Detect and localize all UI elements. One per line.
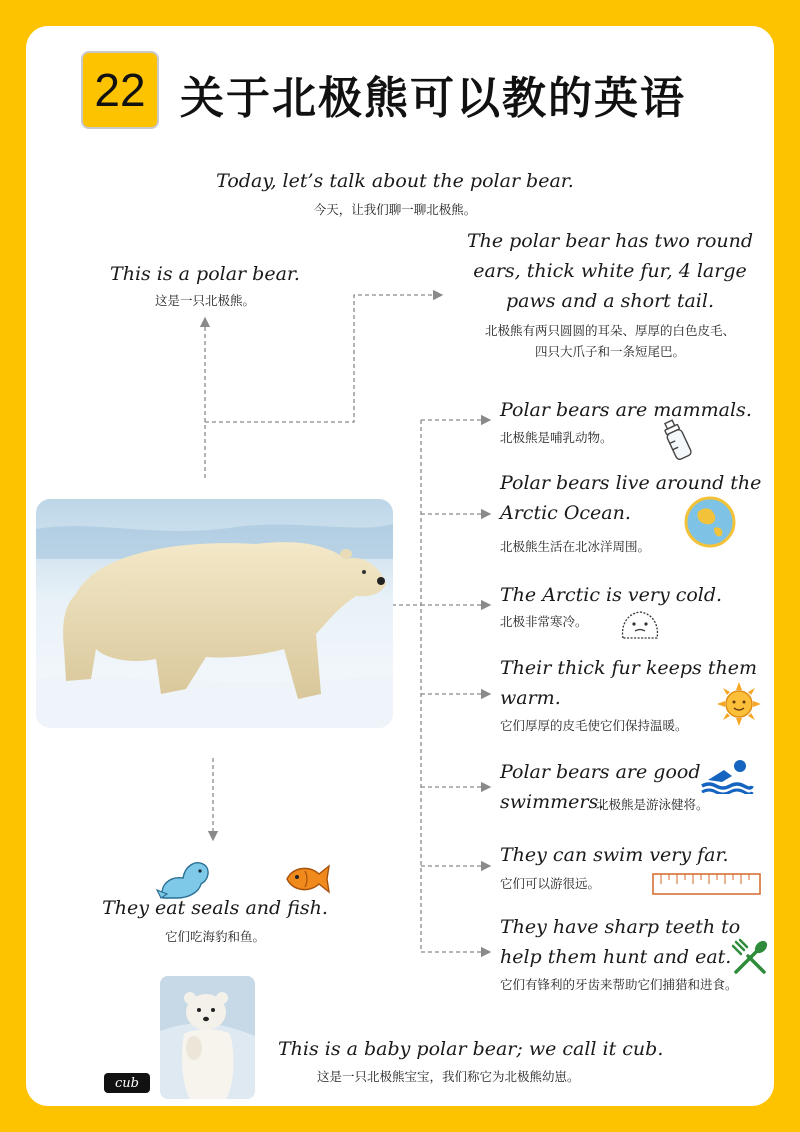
this-is-chinese: 这是一只北极熊。 bbox=[154, 293, 255, 308]
lesson-number: 22 bbox=[94, 64, 146, 116]
swimmer-icon bbox=[700, 758, 754, 794]
this-is-english: This is a polar bear. bbox=[110, 263, 300, 285]
fact-swimmers-english-line1: Polar bears are good bbox=[500, 761, 701, 783]
diet-english: They eat seals and fish. bbox=[102, 897, 328, 919]
features-english-line1: The polar bear has two round bbox=[466, 230, 754, 252]
polar-bear-photo bbox=[36, 499, 393, 728]
fact-swimmers-english-line2: swimmers. bbox=[500, 791, 605, 813]
features-english-line3: paws and a short tail. bbox=[505, 290, 715, 312]
features-chinese-line2: 四只大爪子和一条短尾巴。 bbox=[534, 344, 685, 359]
fact-swim-far-chinese: 它们可以游很远。 bbox=[500, 876, 601, 891]
polar-bear-cub-photo bbox=[160, 976, 255, 1099]
sun-icon bbox=[716, 681, 762, 727]
page-title: 关于北极熊可以教的英语 bbox=[180, 73, 686, 124]
intro-chinese: 今天，让我们聊一聊北极熊。 bbox=[313, 202, 477, 217]
diet-chinese: 它们吃海豹和鱼。 bbox=[164, 929, 265, 944]
cub-tag: cub bbox=[104, 1073, 150, 1093]
cub-chinese: 这是一只北极熊宝宝，我们称它为北极熊幼崽。 bbox=[317, 1069, 580, 1084]
fact-sharp-teeth-english-line2: help them hunt and eat. bbox=[500, 946, 732, 968]
features-chinese-line1: 北极熊有两只圆圆的耳朵、厚厚的白色皮毛、 bbox=[484, 323, 735, 338]
fact-arctic-ocean-chinese: 北极熊生活在北冰洋周围。 bbox=[500, 539, 651, 554]
fact-thick-fur-english-line2: warm. bbox=[500, 687, 561, 709]
fish-icon bbox=[283, 862, 331, 896]
fact-thick-fur-english-line1: Their thick fur keeps them bbox=[500, 657, 757, 679]
fact-arctic-ocean-english-line1: Polar bears live around the bbox=[500, 472, 762, 494]
fact-thick-fur-chinese: 它们厚厚的皮毛使它们保持温暖。 bbox=[500, 718, 688, 733]
cold-face-icon bbox=[617, 604, 663, 644]
fact-mammals-chinese: 北极熊是哺乳动物。 bbox=[500, 430, 613, 445]
fact-swimmers-chinese: 北极熊是游泳健将。 bbox=[596, 797, 709, 812]
intro-english: Today, let’s talk about the polar bear. bbox=[216, 170, 574, 192]
fact-arctic-cold-chinese: 北极非常寒冷。 bbox=[500, 614, 588, 629]
cub-english: This is a baby polar bear; we call it cub. bbox=[278, 1038, 664, 1060]
baby-bottle-icon bbox=[660, 418, 694, 462]
features-english-line2: ears, thick white fur, 4 large bbox=[473, 260, 747, 282]
fact-swim-far-english: They can swim very far. bbox=[500, 844, 729, 866]
fork-spoon-icon bbox=[730, 938, 770, 978]
fact-arctic-cold-english: The Arctic is very cold. bbox=[500, 584, 723, 606]
fact-arctic-ocean-english-line2: Arctic Ocean. bbox=[500, 502, 631, 524]
ruler-icon bbox=[652, 872, 762, 896]
fact-sharp-teeth-english-line1: They have sharp teeth to bbox=[500, 916, 741, 938]
fact-sharp-teeth-chinese: 它们有锋利的牙齿来帮助它们捕猎和进食。 bbox=[500, 977, 738, 992]
globe-icon bbox=[684, 496, 736, 548]
fact-mammals-english: Polar bears are mammals. bbox=[500, 399, 752, 421]
